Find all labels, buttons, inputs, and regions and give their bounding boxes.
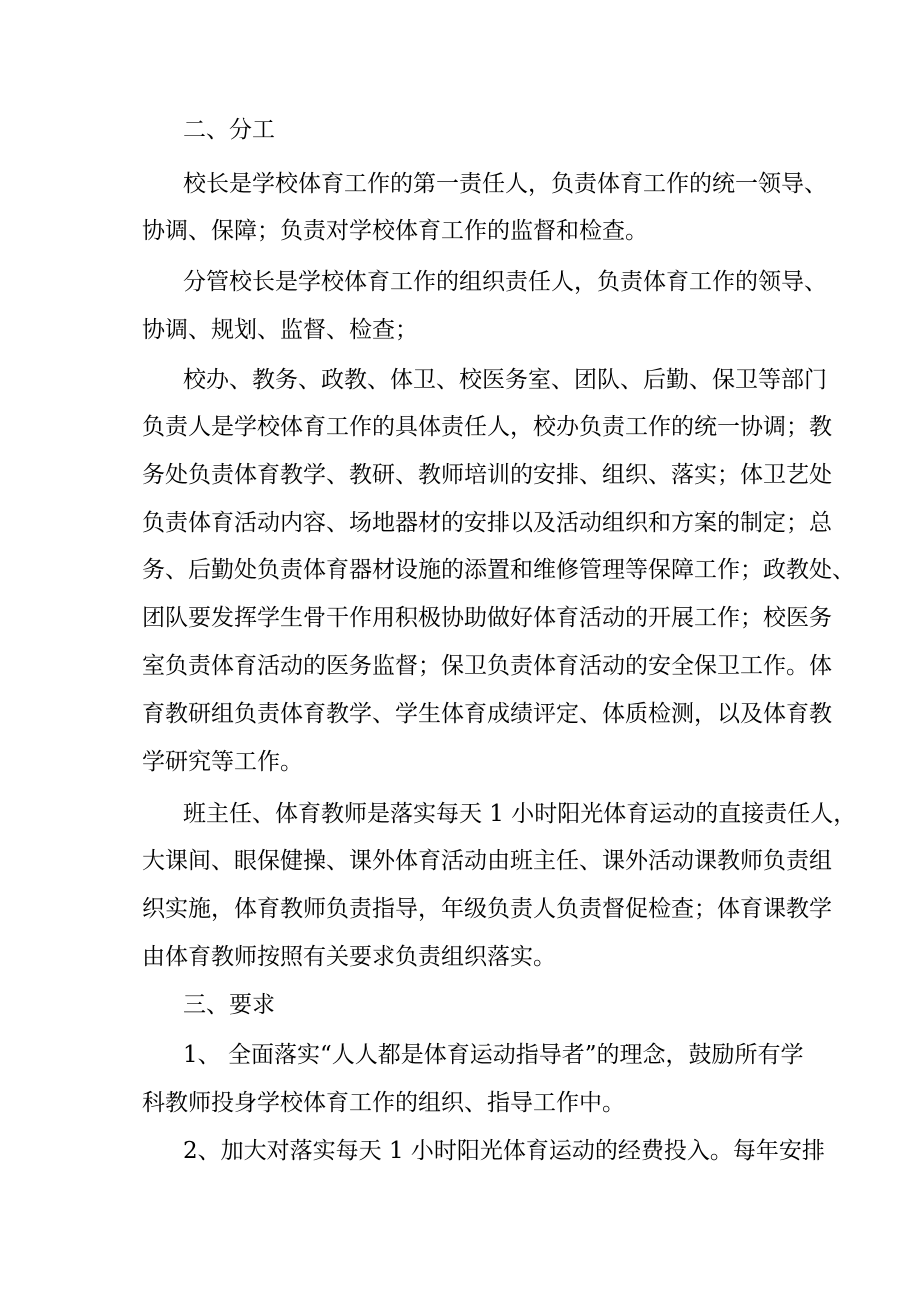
text-line: 协调、规划、监督、检查； (142, 317, 418, 343)
text-line: 室负责体育活动的医务监督；保卫负责体育活动的安全保卫工作。体 (142, 653, 832, 679)
text-line: 2、加大对落实每天 1 小时阳光体育运动的经费投入。每年安排 (183, 1138, 825, 1164)
text-line: 1、 全面落实“人人都是体育运动指导者”的理念，鼓励所有学 (183, 1042, 804, 1068)
text-line: 务处负责体育教学、教研、教师培训的安排、组织、落实；体卫艺处 (142, 462, 832, 488)
text-line: 务、后勤处负责体育器材设施的添置和维修管理等保障工作；政教处、 (142, 557, 855, 583)
text-line: 校长是学校体育工作的第一责任人，负责体育工作的统一领导、 (183, 171, 827, 197)
section-heading-requirements: 三、要求 (183, 992, 275, 1018)
text-line: 校办、教务、政教、体卫、校医务室、团队、后勤、保卫等部门 (183, 367, 827, 393)
text-line: 科教师投身学校体育工作的组织、指导工作中。 (142, 1090, 625, 1116)
text-line: 学研究等工作。 (142, 749, 303, 775)
text-line: 育教研组负责体育教学、学生体育成绩评定、体质检测，以及体育教 (142, 701, 832, 727)
text-line: 负责人是学校体育工作的具体责任人，校办负责工作的统一协调；教 (142, 414, 832, 440)
text-line: 班主任、体育教师是落实每天 1 小时阳光体育运动的直接责任人， (183, 801, 857, 827)
text-line: 由体育教师按照有关要求负责组织落实。 (142, 944, 556, 970)
text-line: 织实施，体育教师负责指导，年级负责人负责督促检查；体育课教学 (142, 896, 832, 922)
text-line: 分管校长是学校体育工作的组织责任人，负责体育工作的领导、 (183, 269, 827, 295)
text-line: 协调、保障；负责对学校体育工作的监督和检查。 (142, 218, 648, 244)
text-line: 大课间、眼保健操、课外体育活动由班主任、课外活动课教师负责组 (142, 848, 832, 874)
text-line: 团队要发挥学生骨干作用积极协助做好体育活动的开展工作；校医务 (142, 605, 832, 631)
section-heading-division: 二、分工 (183, 117, 275, 143)
text-line: 负责体育活动内容、场地器材的安排以及活动组织和方案的制定；总 (142, 510, 832, 536)
